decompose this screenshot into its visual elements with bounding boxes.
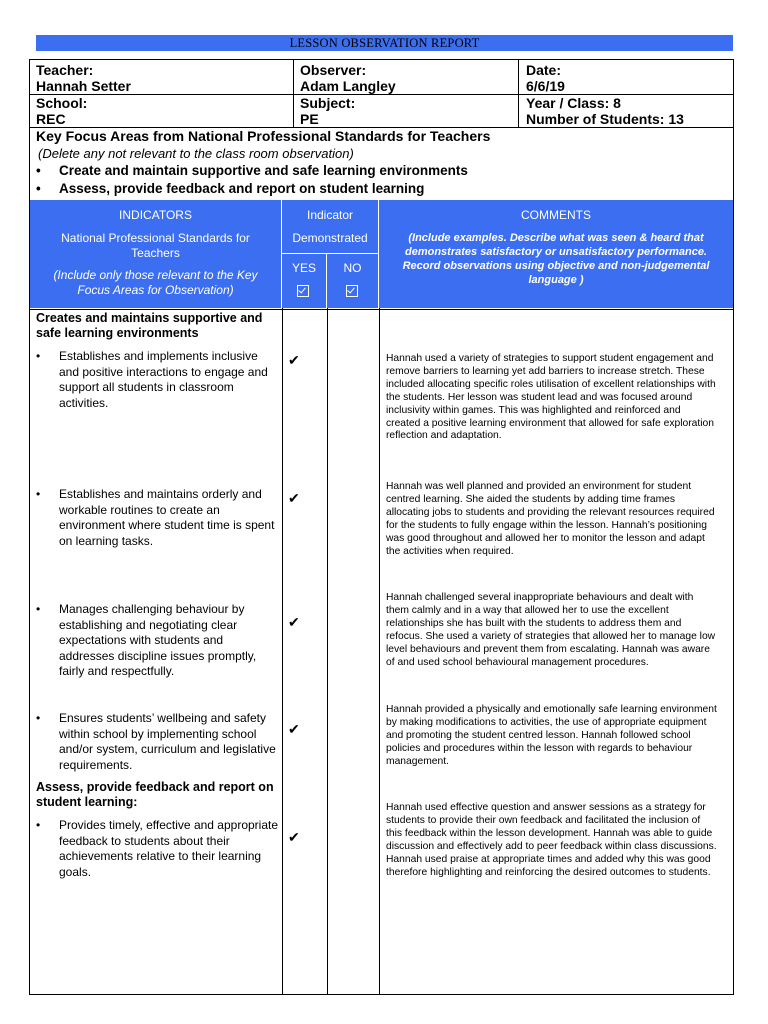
key-focus-item: Assess, provide feedback and report on student learning	[59, 181, 425, 196]
yes-tick-icon: ✔	[288, 490, 300, 506]
subject-value: PE	[300, 111, 319, 127]
school-value: REC	[36, 111, 66, 127]
include-note: (Include only those relevant to the Key Focus Areas for Observation)	[53, 268, 258, 297]
grid-line	[30, 309, 733, 310]
teacher-label: Teacher:	[36, 62, 94, 78]
indicator-text: Ensures students’ wellbeing and safety within school by implementing school and/or system, curriculum and legislative requirements.	[59, 711, 276, 772]
key-focus-title: Key Focus Areas from National Professional Standards for Teachers	[36, 128, 491, 144]
bullet: •	[36, 349, 41, 363]
indicator-text: Provides timely, effective and appropriate feedback to students about their achievements relative to their learning goals.	[59, 818, 279, 879]
indicator-text: Establishes and maintains orderly and workable routines to create an environment where student time is spent on learning tasks.	[59, 487, 275, 548]
section-heading-feedback: Assess, provide feedback and report on student learning:	[36, 780, 274, 809]
indicator-text: Manages challenging behaviour by establishing and negotiating clear expectations with students and addresses discipline issues promptly, fairly and respectfully.	[59, 602, 257, 678]
key-focus-note: (Delete any not relevant to the class room observation)	[38, 146, 354, 161]
key-focus-bullet: •	[36, 181, 41, 196]
grid-line	[518, 60, 519, 127]
yes-tick-icon: ✔	[288, 829, 300, 845]
bullet: •	[36, 818, 41, 832]
comments-note: (Include examples. Describe what was seen & heard that demonstrates satisfactory or unsatisfactory performance. Record observations using objective and non-judgemental language )	[402, 232, 710, 286]
indicator-heading: Indicator	[306, 208, 354, 222]
indicator-text: Establishes and implements inclusive and positive interactions to engage and support all students in classroom activities.	[59, 349, 268, 410]
grid-line	[30, 94, 733, 95]
comment-text: Hannah was well planned and provided an environment for student centred learning. She aided the students by adding time frames allocating jobs to students and providing the relevant resources required for the students to fully engage within the lesson. Hannah’s positioning was good throughout and allowed her to monitor the lesson and adapt the activities when required.	[386, 481, 715, 557]
key-focus-item: Create and maintain supportive and safe learning environments	[59, 163, 468, 178]
yes-tick-icon: ✔	[288, 614, 300, 630]
nps-heading: National Professional Standards for Teachers	[61, 231, 250, 260]
demonstrated-heading: Demonstrated	[292, 231, 368, 245]
date-label: Date:	[526, 62, 562, 78]
no-checkbox-icon	[346, 284, 358, 302]
key-focus-bullet: •	[36, 163, 41, 178]
year-class: Year / Class: 8	[526, 95, 621, 111]
grid-line	[327, 254, 328, 995]
report-title: LESSON OBSERVATION REPORT	[36, 35, 733, 51]
section-heading-environments: Creates and maintains supportive and safe learning environments	[36, 311, 263, 340]
date-value: 6/6/19	[526, 78, 565, 94]
grid-line	[282, 201, 283, 995]
yes-tick-icon: ✔	[288, 721, 300, 737]
comment-text: Hannah used effective question and answer sessions as a strategy for students to provide their own feedback and facilitated the inclusion of this feedback within the lesson development. Hannah was able to guide discussion and effectively add to peer feedback within class discussions. Hannah used praise at appropriate times and added why this was good therefore highlighting and reinforcing the desired outcomes to students.	[386, 802, 717, 878]
yes-tick-icon: ✔	[288, 352, 300, 368]
indicators-heading: INDICATORS	[119, 208, 192, 222]
bullet: •	[36, 487, 41, 501]
comment-text: Hannah challenged several inappropriate behaviours and dealt with them calmly and in a way that allowed her to use the excellent relationships she has built with the students to address them and refocus. She used a variety of strategies that allowed her to manage low level behaviours and prevent them from escalating. Hannah was aware of and used school behavioural management procedures.	[386, 592, 716, 668]
school-label: School:	[36, 95, 88, 111]
no-heading: NO	[343, 261, 362, 275]
number-of-students: Number of Students: 13	[526, 111, 684, 127]
observer-label: Observer:	[300, 62, 367, 78]
yes-checkbox-icon	[297, 284, 309, 302]
comment-text: Hannah used a variety of strategies to support student engagement and remove barriers to learning yet add barriers to increase stretch. These included allocating specific roles utilisation of excellent relationships with the students. Her lesson was student lead and was focused around inclusivity within games. This was highlighted and reinforced and created a positive learning environment that allowed for safe exploration reflection and adaptation.	[386, 353, 716, 442]
observer-value: Adam Langley	[300, 78, 396, 94]
grid-line	[293, 60, 294, 127]
grid-line	[379, 201, 380, 995]
comment-text: Hannah provided a physically and emotionally safe learning environment by making modifications to activities, the use of appropriate equipment and promoting the student centred lesson. Hannah followed school policies and procedures within the lesson with regards to behaviour management.	[386, 704, 717, 767]
header-divider	[282, 253, 378, 254]
bullet: •	[36, 602, 41, 616]
yes-heading: YES	[291, 261, 316, 275]
teacher-value: Hannah Setter	[36, 78, 131, 94]
subject-label: Subject:	[300, 95, 356, 111]
comments-heading: COMMENTS	[521, 208, 591, 222]
bullet: •	[36, 711, 41, 725]
